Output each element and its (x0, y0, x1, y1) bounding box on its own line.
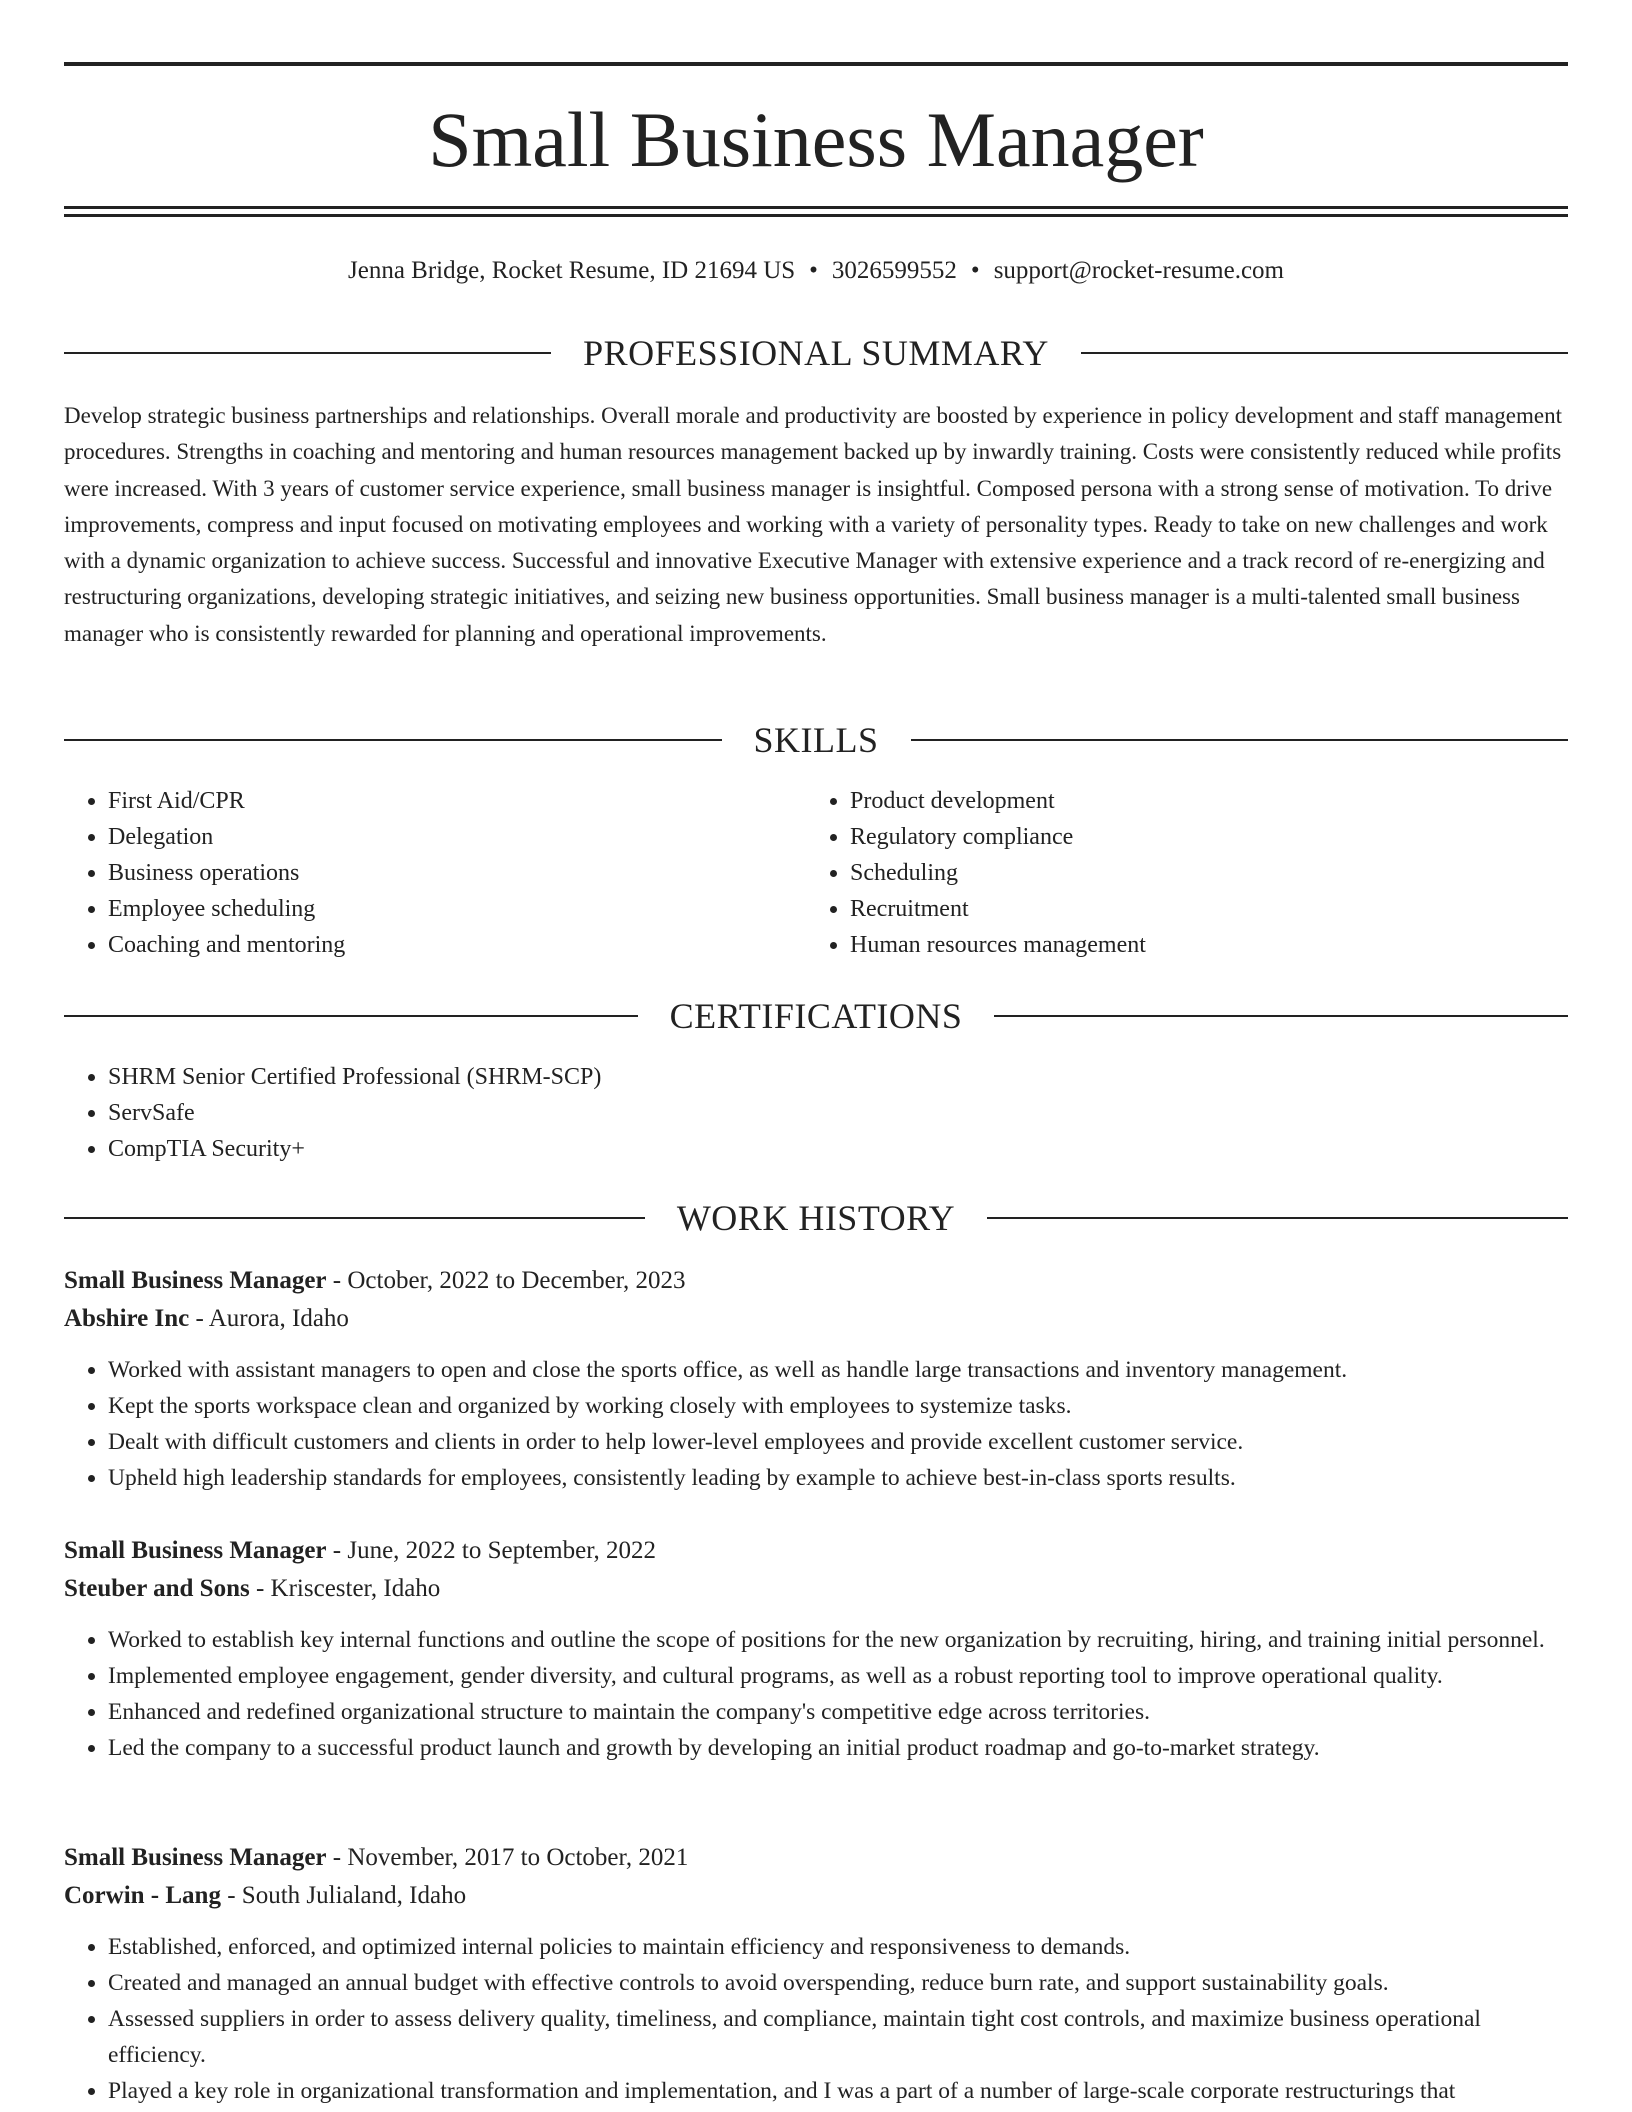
job-company: Abshire Inc (64, 1305, 190, 1332)
job-location: - Kriscester, Idaho (249, 1575, 441, 1602)
job-role-line (64, 1532, 1568, 1570)
certifications-list (64, 1059, 601, 1167)
resume-title: Small Business Manager (428, 96, 1204, 183)
certification-item: • ServSafe (108, 1095, 601, 1131)
job-bullet: • Led the company to a successful product launch and growth by developing an initial product roadmap and go-to-market strategy. (108, 1730, 1568, 1766)
skills-right-column (806, 783, 1506, 963)
job-bullet: • Upheld high leadership standards for employees, consistently leading by example to achieve best-in-class sports results. (108, 1460, 1568, 1496)
job-entry (64, 1532, 1568, 1766)
contact-line (64, 254, 1568, 288)
contact-separator: • (970, 257, 980, 284)
job-company: Steuber and Sons (64, 1575, 250, 1602)
summary-heading: PROFESSIONAL SUMMARY (583, 333, 1049, 373)
job-company-line (64, 1300, 1568, 1338)
job-title: Small Business Manager (64, 1537, 327, 1564)
divider (987, 1217, 1568, 1219)
summary-text: Develop strategic business partnerships and relationships. Overall morale and productivity are boosted by experience in policy development and staff management procedures. Strengths in coaching and mentoring and human resources management backed up by inwardly training. Costs were consistently reduced while profits were increased. With 3 years of customer service experience, small business manager is insightful. Composed persona with a strong sense of motivation. To drive improvements, compress and input focused on motivating employees and working with a variety of personality types. Ready to take on new challenges and work with a dynamic organization to achieve success. Successful and innovative Executive Manager with extensive experience and a track record of re-energizing and restructuring organizations, developing strategic initiatives, and seizing new business opportunities. Small business manager is a multi-talented small business manager who is consistently rewarded for planning and operational improvements. (64, 403, 1562, 646)
certifications-heading-row (64, 993, 1568, 1039)
job-entry (64, 1262, 1568, 1496)
skill-item: • Regulatory compliance (850, 819, 1506, 855)
job-role-line (64, 1262, 1568, 1300)
job-bullet: • Assessed suppliers in order to assess delivery quality, timeliness, and compliance, maintain tight cost controls, and maximize business operational efficiency. (108, 2001, 1568, 2073)
divider (1081, 352, 1568, 354)
job-bullet: • Worked with assistant managers to open and close the sports office, as well as handle large transactions and inventory management. (108, 1352, 1568, 1388)
summary-heading-row (64, 330, 1568, 376)
job-title: Small Business Manager (64, 1844, 327, 1871)
skill-item: • Coaching and mentoring (108, 927, 764, 963)
job-location: - Aurora, Idaho (189, 1305, 349, 1332)
skills-heading-row (64, 717, 1568, 763)
title-double-rule (64, 206, 1568, 217)
divider (64, 739, 722, 741)
job-dates: - October, 2022 to December, 2023 (326, 1267, 686, 1294)
skill-item: • Delegation (108, 819, 764, 855)
skill-item: • Employee scheduling (108, 891, 764, 927)
job-bullet: • Established, enforced, and optimized internal policies to maintain efficiency and responsiveness to demands. (108, 1929, 1568, 1965)
contact-separator: • (809, 257, 818, 284)
job-dates: - November, 2017 to October, 2021 (326, 1844, 689, 1871)
skills-left-column (64, 783, 764, 963)
divider (64, 1217, 645, 1219)
job-company-line (64, 1877, 1568, 1915)
work-heading: WORK HISTORY (676, 1198, 956, 1238)
certification-item: • CompTIA Security+ (108, 1131, 601, 1167)
work-heading-row (64, 1195, 1568, 1241)
job-company: Corwin - Lang (64, 1882, 221, 1909)
job-bullet: • Worked to establish key internal functions and outline the scope of positions for the new organization by recruiting, hiring, and training initial personnel. (108, 1622, 1568, 1658)
skill-item: • Business operations (108, 855, 764, 891)
job-bullet: • Kept the sports workspace clean and organized by working closely with employees to systemize tasks. (108, 1388, 1568, 1424)
skill-item: • Product development (850, 783, 1506, 819)
job-entry (64, 1839, 1568, 2109)
contact-email: support@rocket-resume.com (993, 257, 1284, 284)
certification-item: • SHRM Senior Certified Professional (SHRM-SCP) (108, 1059, 601, 1095)
divider (64, 352, 551, 354)
divider (994, 1015, 1568, 1017)
divider (64, 1015, 638, 1017)
certifications-heading: CERTIFICATIONS (669, 996, 963, 1036)
skill-item: • Scheduling (850, 855, 1506, 891)
skill-item: • Human resources management (850, 927, 1506, 963)
job-title: Small Business Manager (64, 1267, 327, 1294)
job-dates: - June, 2022 to September, 2022 (326, 1537, 657, 1564)
top-rule (64, 62, 1568, 66)
contact-address: Jenna Bridge, Rocket Resume, ID 21694 US (348, 257, 796, 284)
job-bullet: • Enhanced and redefined organizational structure to maintain the company's competitive edge across territories. (108, 1694, 1568, 1730)
skill-item: • Recruitment (850, 891, 1506, 927)
job-bullet: • Played a key role in organizational transformation and implementation, and I was a part of a number of large-scale corporate restructurings that (108, 2073, 1568, 2109)
divider (911, 739, 1569, 741)
job-bullet: • Dealt with difficult customers and clients in order to help lower-level employees and provide excellent customer service. (108, 1424, 1568, 1460)
job-location: - South Julialand, Idaho (220, 1882, 467, 1909)
job-role-line (64, 1839, 1568, 1877)
skill-item: • First Aid/CPR (108, 783, 764, 819)
skills-heading: SKILLS (753, 720, 879, 760)
job-bullet: • Implemented employee engagement, gender diversity, and cultural programs, as well as a robust reporting tool to improve operational quality. (108, 1658, 1568, 1694)
contact-phone: 3026599552 (831, 257, 957, 284)
job-company-line (64, 1570, 1568, 1608)
job-bullet: • Created and managed an annual budget with effective controls to avoid overspending, reduce burn rate, and support sustainability goals. (108, 1965, 1568, 2001)
